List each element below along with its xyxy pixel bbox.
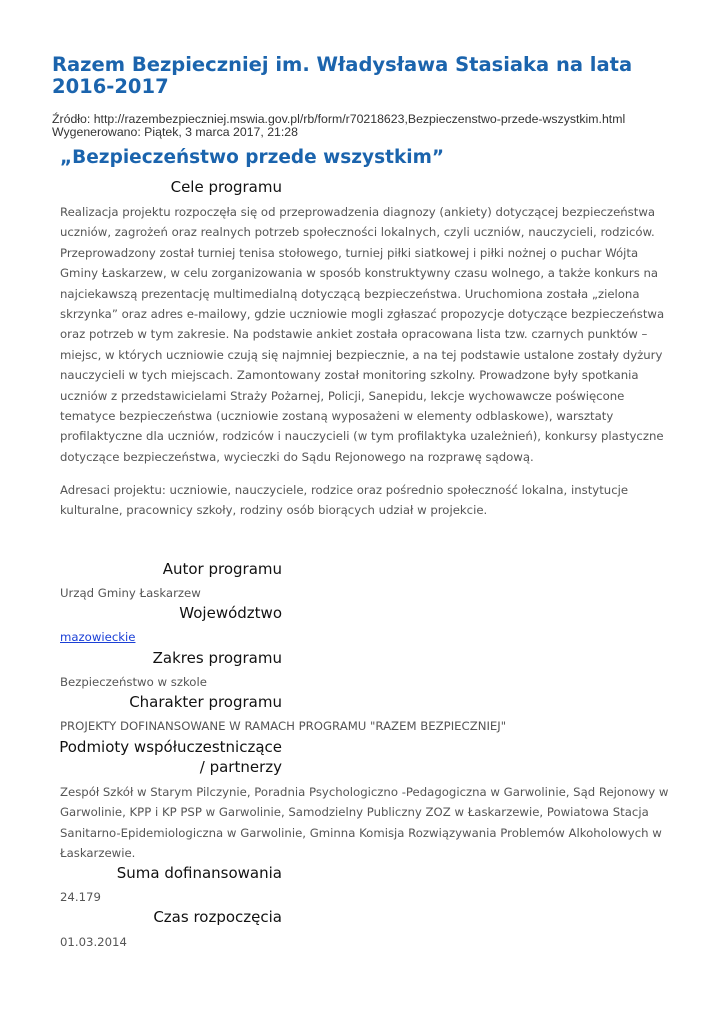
character-value: PROJEKTY DOFINANSOWANE W RAMACH PROGRAMU "RAZEM BEZPIECZNIEJ" [60,719,507,733]
project-heading: „Bezpieczeństwo przede wszystkim” [60,147,445,168]
document-meta [52,113,722,139]
funding-label: Suma dofinansowania [116,864,282,882]
funding-value: 24.179 [60,890,101,904]
recipients-paragraph: Adresaci projektu: uczniowie, nauczyciele, rodzice oraz pośrednio społeczność lokalna, instytucje kulturalne, pracownicy szkoły, rodziny osób biorących udział w projekcie. [60,483,629,518]
partners-value: Zespół Szkół w Starym Pilczynie, Poradnia Psychologiczno -Pedagogiczna w Garwolinie, Sąd Rejonowy w Garwolinie, KPP i KP PSP w Garwolinie, Samodzielny Publiczny ZOZ w Łaskarzewie, Powiatowa Stacja Sanitarno-Epidemiologiczna w Garwolinie, Gminna Komisja Rozwiązywania Problemów Alkoholowych w Łaskarzewie. [60,785,669,861]
character-label: Charakter programu [129,693,282,711]
voivodeship-row [60,627,680,647]
goals-label: Cele programu [170,178,282,196]
scope-value: Bezpieczeństwo w szkole [60,675,207,689]
author-label: Autor programu [162,560,282,578]
page-title: Razem Bezpieczniej im. Władysława Stasiaka na lata 2016-2017 [52,53,633,98]
partners-label-line2: / partnerzy [199,758,282,776]
generated-date: Wygenerowano: Piątek, 3 marca 2017, 21:28 [52,125,298,139]
start-value: 01.03.2014 [60,935,127,949]
partners-label [0,737,282,777]
voivodeship-link[interactable]: mazowieckie [60,630,136,644]
source-url: Źródło: http://razembezpieczniej.mswia.gov.pl/rb/form/r70218623,Bezpieczenstwo-przede-wszystkim.html [52,112,626,126]
scope-label: Zakres programu [152,649,282,667]
start-label: Czas rozpoczęcia [153,908,282,926]
goals-paragraph: Realizacja projektu rozpoczęła się od przeprowadzenia diagnozy (ankiety) dotyczącej bezpieczeństwa uczniów, zagrożeń oraz realnych potrzeb społeczności lokalnych, czyli uczniów, nauczycieli, rodziców. Przeprowadzony został turniej tenisa stołowego, turniej piłki siatkowej i piłki nożnej o puchar Wójta Gminy Łaskarzew, w celu zorganizowania w sposób konstruktywny czasu wolnego, a także konkurs na najciekawszą prezentację multimedialną dotyczącą bezpieczeństwa. Uruchomiona została „zielona skrzynka” oraz adres e-mailowy, gdzie uczniowie mogli zgłaszać propozycje dotyczące bezpieczeństwa oraz potrzeb w tym zakresie. Na podstawie ankiet została opracowana lista tzw. czarnych punktów – miejsc, w których uczniowie czują się najmniej bezpiecznie, a na tej podstawie ustalone zostały dyżury nauczycieli w tych miejscach. Zamontowany został monitoring szkolny. Prowadzone były spotkania uczniów z przedstawicielami Straży Pożarnej, Policji, Sanepidu, lekcje wychowawcze poświęcone tematyce bezpieczeństwa (uczniowie zostaną wyposażeni w elementy odblaskowe), warsztaty profilaktyczne dla uczniów, rodziców i nauczycieli (w tym profilaktyka uzależnień), konkursy plastyczne dotyczące bezpieczeństwa, wycieczki do Sądu Rejonowego na rozprawę sądową. [60,205,665,464]
voivodeship-label: Województwo [179,604,282,622]
author-value: Urząd Gminy Łaskarzew [60,586,201,600]
partners-label-line1: Podmioty współuczestniczące [59,738,282,756]
